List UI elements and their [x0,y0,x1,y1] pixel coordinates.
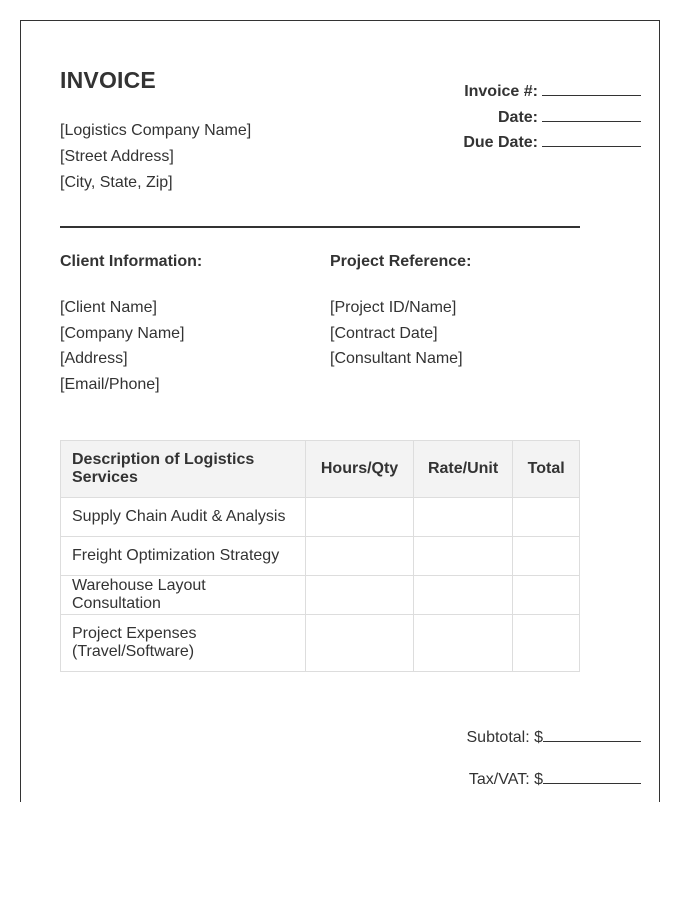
row-total-cell[interactable] [513,498,580,537]
table-row [61,537,580,576]
client-info-block [60,295,185,398]
row-rate-cell[interactable] [413,537,513,576]
row-description: Freight Optimization Strategy [61,537,306,576]
row-rate-cell[interactable] [413,576,513,615]
invoice-date-blank [542,105,641,122]
header-divider [60,226,580,228]
company-name: [Logistics Company Name] [60,122,252,139]
invoice-date-label: Date: [497,108,538,126]
table-row [61,615,580,672]
services-table [60,440,580,672]
contract-date: [Contract Date] [330,324,438,342]
due-date-row [463,130,641,156]
client-info-heading: Client Information: [60,253,203,270]
row-hours-qty-cell[interactable] [306,537,413,576]
tax-label: Tax/VAT: $ [468,771,543,788]
invoice-meta-block [463,79,641,156]
project-id: [Project ID/Name] [330,299,457,316]
invoice-date-row [463,105,641,131]
row-total-cell[interactable] [513,576,580,615]
invoice-number-label: Invoice #: [464,83,538,100]
due-date-blank [542,130,641,147]
header-description: Description of Logistics Services [61,441,306,498]
row-total-cell[interactable] [513,537,580,576]
project-reference-heading: Project Reference: [330,253,472,270]
row-total-cell[interactable] [513,615,580,672]
invoice-number-blank [542,79,641,96]
row-description: Warehouse Layout Consultation [61,576,306,615]
row-hours-qty-cell[interactable] [306,498,413,537]
client-company: [Company Name] [60,324,185,342]
header-total: Total [513,441,580,498]
company-street: [Street Address] [60,148,174,165]
row-rate-cell[interactable] [413,615,513,672]
client-address: [Address] [60,350,128,368]
row-description: Supply Chain Audit & Analysis [61,498,306,537]
project-reference-block [330,295,463,372]
tax-blank [543,767,641,784]
due-date-label: Due Date: [463,134,538,151]
subtotal-blank [543,725,641,742]
table-row [61,576,580,615]
row-rate-cell[interactable] [413,498,513,537]
invoice-number-row [463,79,641,105]
subtotal-row [467,725,642,747]
row-hours-qty-cell[interactable] [306,576,413,615]
tax-row [469,767,641,789]
consultant-name: [Consultant Name] [330,350,463,368]
invoice-title: INVOICE [60,67,156,93]
client-name: [Client Name] [60,299,157,316]
row-description: Project Expenses (Travel/Software) [61,615,306,672]
table-header-row [61,441,580,498]
header-rate-unit: Rate/Unit [413,441,513,498]
header-hours-qty: Hours/Qty [306,441,413,498]
company-address-block [60,118,251,196]
company-city: [City, State, Zip] [60,174,173,191]
table-row [61,498,580,537]
subtotal-label: Subtotal: $ [466,729,543,746]
client-contact: [Email/Phone] [60,376,160,394]
row-hours-qty-cell[interactable] [306,615,413,672]
